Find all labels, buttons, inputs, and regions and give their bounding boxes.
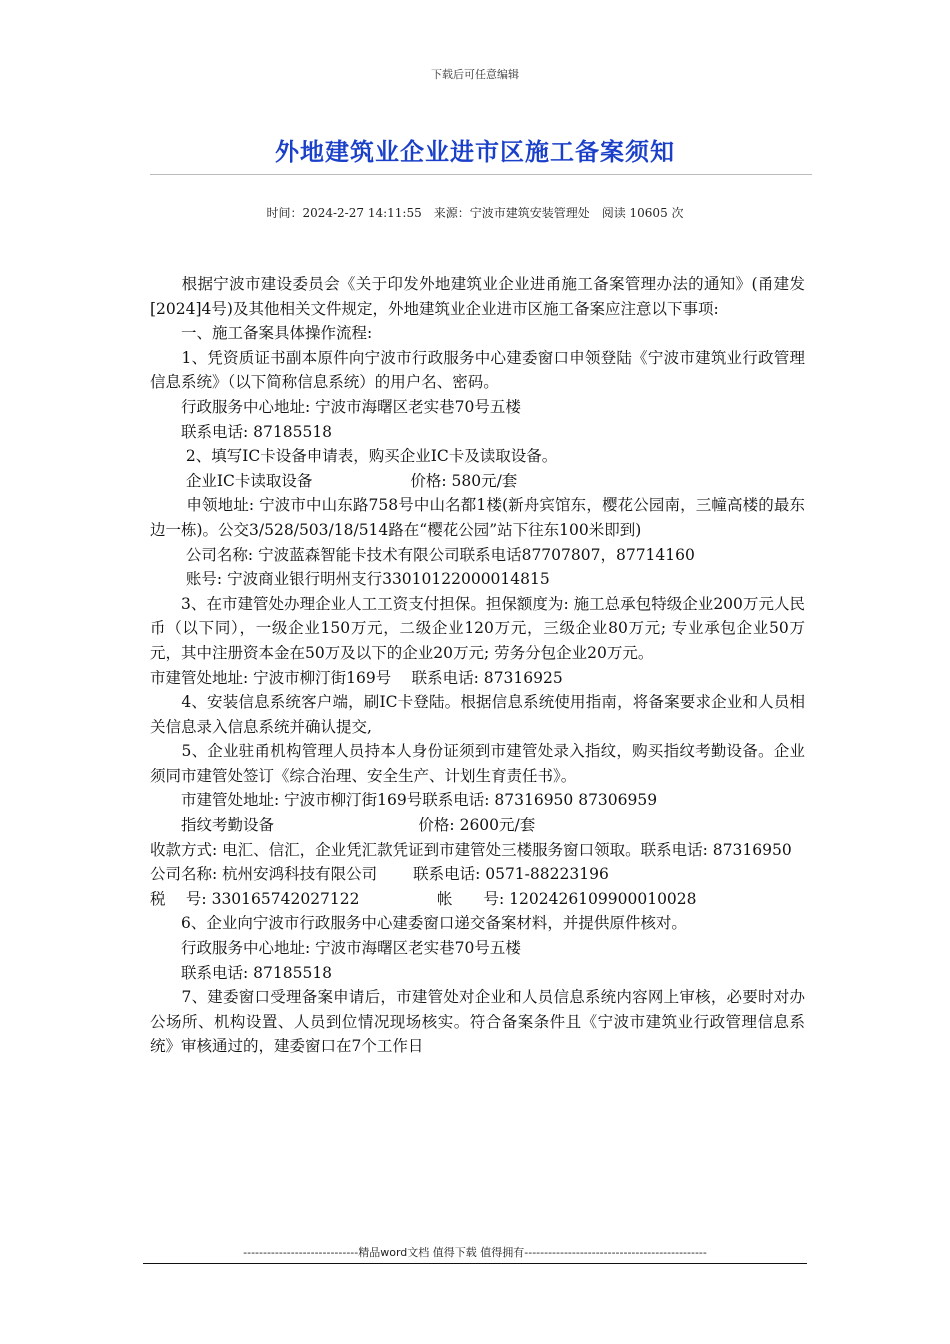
paragraph-account: 账号: 宁波商业银行明州支行33010122000014815	[150, 570, 550, 589]
paragraph-payment: 收款方式: 电汇、信汇，企业凭汇款凭证到市建管处三楼服务窗口领取。联系电话: 87316950	[150, 840, 792, 859]
paragraph-bureau-address: 市建管处地址: 宁波市柳汀街169号 联系电话: 87316925	[150, 668, 563, 687]
download-note: 下载后可任意编辑	[431, 68, 519, 81]
paragraph-address: 行政服务中心地址: 宁波市海曙区老实巷70号五楼	[150, 397, 521, 416]
paragraph-intro: 根据宁波市建设委员会《关于印发外地建筑业企业进甬施工备案管理办法的通知》(甬建发[2024]4号)及其他相关文件规定，外地建筑业企业进市区施工备案应注意以下事项:	[150, 275, 805, 318]
paragraph-fingerprint-price: 指纹考勤设备 价格: 2600元/套	[150, 816, 536, 835]
paragraph-device-price: 企业IC卡读取设备 价格: 580元/套	[150, 471, 518, 490]
title-divider	[150, 174, 812, 175]
article-body	[150, 272, 805, 1059]
paragraph-step-3: 3、在市建管处办理企业人工工资支付担保。担保额度为: 施工总承包特级企业200万元人民币（以下同），一级企业150万元，二级企业120万元，三级企业80万元; 专业承包企业50万元，其中注册资本金在50万及以下的企业20万元; 劳务分包企业20万元。	[150, 594, 805, 662]
paragraph-step-7: 7、建委窗口受理备案申请后，市建管处对企业和人员信息系统内容网上审核，必要时对办公场所、机构设置、人员到位情况现场核实。符合备案条件且《宁波市建筑业行政管理信息系统》审核通过的，建委窗口在7个工作日	[150, 988, 805, 1056]
paragraph-step-1: 1、凭资质证书副本原件向宁波市行政服务中心建委窗口申领登陆《宁波市建筑业行政管理信息系统》（以下简称信息系统）的用户名、密码。	[150, 348, 805, 392]
paragraph-company: 公司名称: 宁波蓝森智能卡技术有限公司联系电话87707807，87714160	[150, 545, 695, 564]
footer-divider	[143, 1263, 807, 1264]
paragraph-vendor: 公司名称: 杭州安鸿科技有限公司 联系电话: 0571-88223196	[150, 865, 609, 884]
paragraph-phone-2: 联系电话: 87185518	[150, 963, 333, 982]
paragraph-step-2: 2、填写IC卡设备申请表，购买企业IC卡及读取设备。	[150, 447, 558, 466]
paragraph-step-5: 5、企业驻甬机构管理人员持本人身份证须到市建管处录入指纹，购买指纹考勤设备。企业须同市建管处签订《综合治理、安全生产、计划生育责任书》。	[150, 742, 805, 785]
page-title: 外地建筑业企业进市区施工备案须知	[275, 138, 675, 166]
paragraph-address-2: 行政服务中心地址: 宁波市海曙区老实巷70号五楼	[150, 939, 521, 958]
paragraph-tax: 税 号: 330165742027122 帐 号: 1202426109900010028	[150, 889, 697, 908]
paragraph-pickup-address: 申领地址: 宁波市中山东路758号中山名都1楼(新舟宾馆东，樱花公园南，三幢高楼的最东边一栋)。公交3/528/503/18/514路在“樱花公园”站下往东100米即到)	[150, 496, 805, 539]
paragraph-phone: 联系电话: 87185518	[150, 422, 333, 441]
paragraph-step-4: 4、安装信息系统客户端，刷IC卡登陆。根据信息系统使用指南，将备案要求企业和人员相关信息录入信息系统并确认提交,	[150, 693, 805, 736]
paragraph-section-heading: 一、施工备案具体操作流程:	[150, 324, 373, 343]
article-meta: 时间：2024-2-27 14:11:55 来源：宁波市建筑安装管理处 阅读 10605 次	[266, 206, 684, 220]
paragraph-step-6: 6、企业向宁波市行政服务中心建委窗口递交备案材料，并提供原件核对。	[150, 914, 687, 933]
paragraph-bureau-contact: 市建管处地址: 宁波市柳汀街169号联系电话: 87316950 87306959	[150, 791, 658, 810]
footer-note: -----------------------------精品word文档 值得下载 值得拥有----------------------------------------------	[243, 1246, 707, 1259]
